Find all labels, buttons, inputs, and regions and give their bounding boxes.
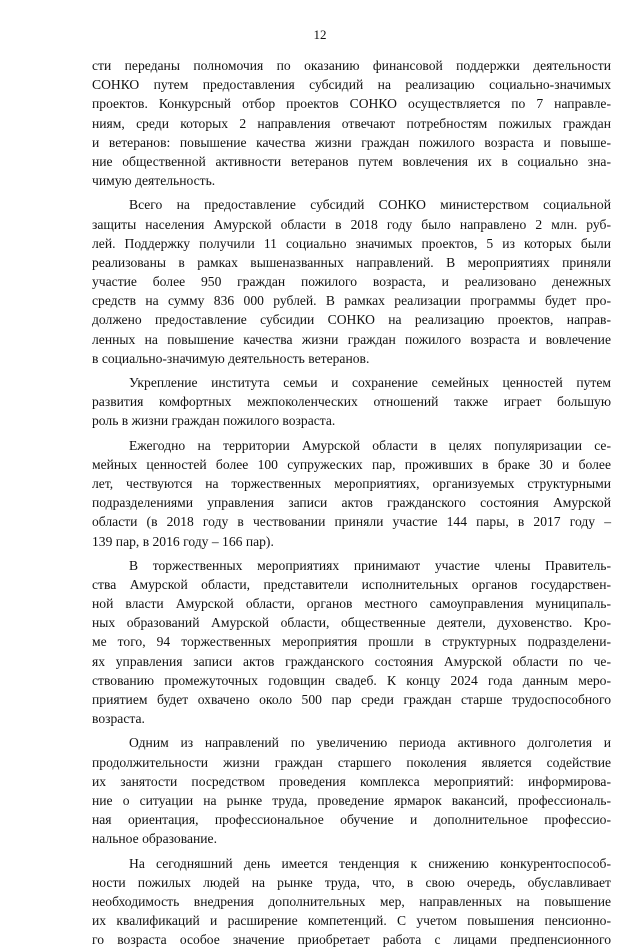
text-line: ленных на повышение качества жизни граждан пожилого возраста и вовлечение — [92, 330, 611, 349]
text-line: ние о ситуации на рынке труда, проведение ярмарок вакансий, профессиональ- — [92, 791, 611, 810]
text-line: защиты населения Амурской области в 2018 году было направлено 2 млн. руб- — [92, 215, 611, 234]
text-line: подразделениями управления записи актов гражданского состояния Амурской — [92, 493, 611, 512]
text-line: ние общественной активности ветеранов путем вовлечения их в социально зна- — [92, 152, 611, 171]
text-line: В торжественных мероприятиях принимают участие члены Правитель- — [92, 556, 611, 575]
text-line: в социально-значимую деятельность ветеранов. — [92, 349, 611, 368]
text-line: ности пожилых людей на рынке труда, что, в свою очередь, обуславливает — [92, 873, 611, 892]
text-line: участие более 950 граждан пожилого возраста, и реализовано денежных — [92, 272, 611, 291]
text-line: ная ориентация, профессиональное обучение и дополнительное профессио- — [92, 810, 611, 829]
text-line: СОНКО путем предоставления субсидий на реализацию социально-значимых — [92, 75, 611, 94]
document-body — [92, 56, 611, 949]
text-line: Укрепление института семьи и сохранение семейных ценностей путем — [92, 373, 611, 392]
text-line: проектов. Конкурсный отбор проектов СОНКО осуществляется по 7 направле- — [92, 94, 611, 113]
text-line: Одним из направлений по увеличению периода активного долголетия и — [92, 733, 611, 752]
text-line: Ежегодно на территории Амурской области в целях популяризации се- — [92, 436, 611, 455]
text-line: продолжительности жизни граждан старшего поколения является содействие — [92, 753, 611, 772]
text-line: приятием будет охвачено около 500 пар среди граждан старше трудоспособного — [92, 690, 611, 709]
text-line: нальное образование. — [92, 829, 611, 848]
paragraph — [92, 436, 611, 551]
text-line: мейных ценностей более 100 супружеских пар, проживших в браке 30 и более — [92, 455, 611, 474]
text-line: ме того, 94 торжественных мероприятия прошли в структурных подразделени- — [92, 632, 611, 651]
text-line: ной власти Амурской области, органов местного самоуправления муниципаль- — [92, 594, 611, 613]
text-line: развития комфортных межпоколенческих отношений также играет большую — [92, 392, 611, 411]
text-line: их занятости посредством проведения комплекса мероприятий: информирова- — [92, 772, 611, 791]
text-line: их квалификаций и расширение компетенций. С учетом повышения пенсионно- — [92, 911, 611, 930]
text-line: го возраста особое значение приобретает работа с лицами предпенсионного — [92, 930, 611, 949]
paragraph — [92, 556, 611, 729]
text-line: ствованию промежуточных годовщин свадеб. К концу 2024 года данным меро- — [92, 671, 611, 690]
text-line: ства Амурской области, представители исполнительных органов государствен- — [92, 575, 611, 594]
text-line: лет, чествуются на торжественных мероприятиях, организуемых структурными — [92, 474, 611, 493]
paragraph — [92, 854, 611, 949]
page-number: 12 — [0, 27, 640, 43]
paragraph — [92, 373, 611, 431]
text-line: лей. Поддержку получили 11 социально значимых проектов, 5 из которых были — [92, 234, 611, 253]
text-line: 139 пар, в 2016 году – 166 пар). — [92, 532, 611, 551]
text-line: области (в 2018 году в чествовании приняли участие 144 пары, в 2017 году – — [92, 512, 611, 531]
text-line: средств на сумму 836 000 рублей. В рамках реализации программы будет про- — [92, 291, 611, 310]
text-line: Всего на предоставление субсидий СОНКО министерством социальной — [92, 195, 611, 214]
text-line: и ветеранов: повышение качества жизни граждан пожилого возраста и повыше- — [92, 133, 611, 152]
text-line: чимую деятельность. — [92, 171, 611, 190]
text-line: ных образований Амурской области, общественные деятели, духовенство. Кро- — [92, 613, 611, 632]
text-line: реализованы в рамках вышеназванных направлений. В мероприятиях приняли — [92, 253, 611, 272]
text-line: сти переданы полномочия по оказанию финансовой поддержки деятельности — [92, 56, 611, 75]
paragraph — [92, 195, 611, 368]
text-line: роль в жизни граждан пожилого возраста. — [92, 411, 611, 430]
text-line: ях управления записи актов гражданского состояния Амурской области по че- — [92, 652, 611, 671]
text-line: возраста. — [92, 709, 611, 728]
text-line: необходимость внедрения дополнительных мер, направленных на повышение — [92, 892, 611, 911]
text-line: На сегодняшний день имеется тенденция к снижению конкурентоспособ- — [92, 854, 611, 873]
paragraph — [92, 733, 611, 848]
text-line: должено предоставление субсидии СОНКО на реализацию проектов, направ- — [92, 310, 611, 329]
paragraph — [92, 56, 611, 190]
text-line: ниям, среди которых 2 направления отвечают потребностям пожилых граждан — [92, 114, 611, 133]
